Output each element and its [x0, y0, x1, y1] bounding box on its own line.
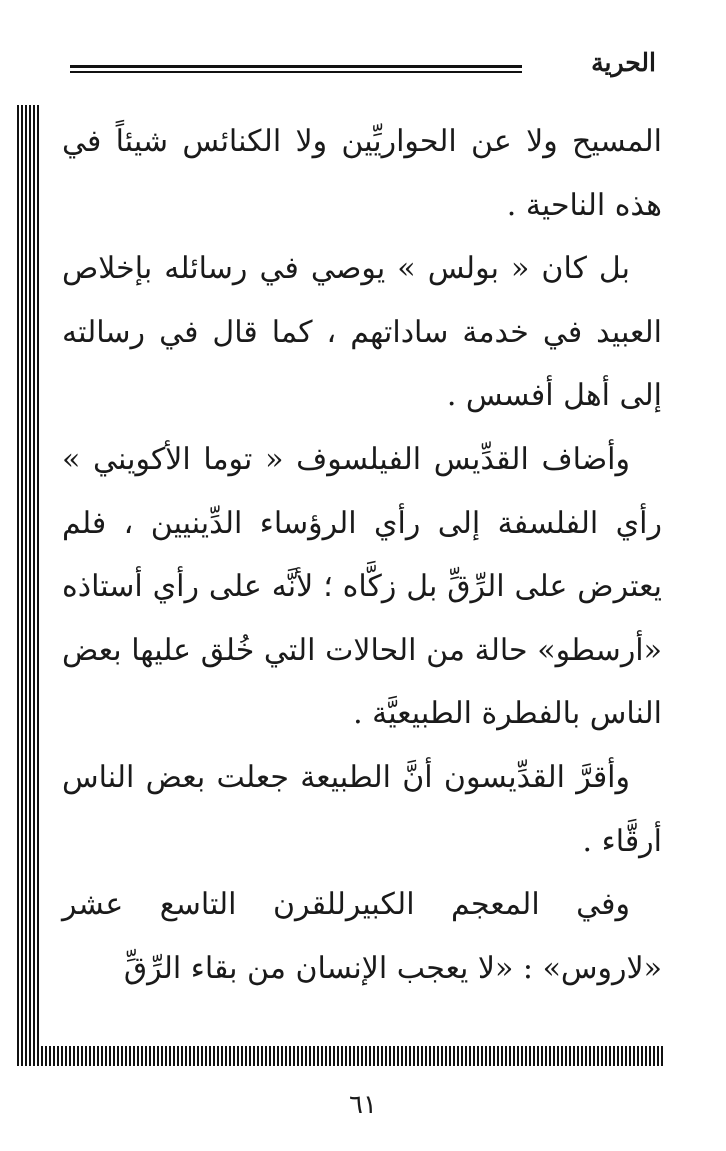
running-header-title: الحرية	[591, 48, 656, 77]
page-number: ٦١	[349, 1090, 377, 1120]
paragraph: وأضاف القدِّيس الفيلسوف « توما الأكويني » رأي الفلسفة إلى رأي الرؤساء الدِّينيين ، فلم يعترض على الرِّقِّ بل زكَّاه ؛ لأنَّه على رأي أستاذه «أرسطو» حالة من الحالات التي خُلق عليها بعض الناس بالفطرة الطبيعيَّة .	[62, 441, 662, 732]
frame-line	[25, 105, 27, 1046]
paragraph: وأقرَّ القدِّيسون أنَّ الطبيعة جعلت بعض الناس أرقَّاء .	[62, 759, 662, 859]
paragraph: وفي المعجم الكبيرللقرن التاسع عشر «لاروس» : «لا يعجب الإنسان من بقاء الرِّقِّ	[62, 887, 662, 986]
frame-line	[21, 105, 23, 1046]
header-rule-thin-line	[70, 71, 522, 73]
frame-line	[33, 105, 35, 1046]
frame-line	[29, 105, 31, 1046]
bottom-frame-border	[17, 1046, 663, 1066]
body-text	[62, 110, 662, 1000]
frame-line	[17, 105, 19, 1046]
left-frame-border	[17, 105, 39, 1046]
header-rule	[70, 65, 522, 77]
header-rule-thick-line	[70, 65, 522, 68]
paragraph: بل كان « بولس » يوصي في رسائله بإخلاص العبيد في خدمة ساداتهم ، كما قال في رسالته إلى أهل أفسس .	[62, 251, 662, 414]
paragraph: المسيح ولا عن الحواريِّين ولا الكنائس شيئاً في هذه الناحية .	[62, 124, 662, 223]
frame-line	[37, 105, 39, 1046]
